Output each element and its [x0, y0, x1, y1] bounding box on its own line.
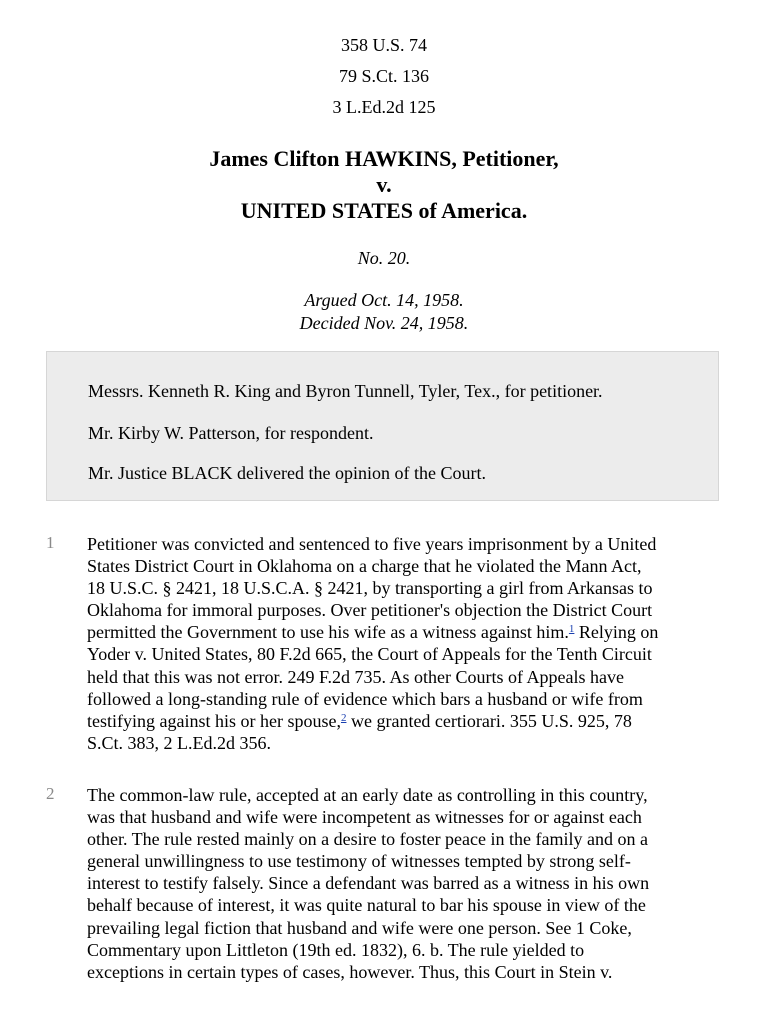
- text-line: The common-law rule, accepted at an early date as controlling in this country,: [87, 785, 648, 805]
- footnote-link-2[interactable]: 2: [340, 711, 347, 724]
- paragraph-text: [87, 533, 727, 754]
- text-segment: we granted certiorari. 355 U.S. 925, 78: [346, 710, 632, 731]
- opinion-author: Mr. Justice BLACK delivered the opinion of the Court.: [88, 463, 486, 483]
- citation-sct: 79 S.Ct. 136: [338, 66, 430, 86]
- text-line: exceptions in certain types of cases, however. Thus, this Court in Stein v.: [87, 961, 613, 982]
- text-segment: testifying against his or her spouse,: [87, 710, 341, 731]
- text-line: was that husband and wife were incompetent as witnesses for or against each: [87, 807, 642, 828]
- citation-led: 3 L.Ed.2d 125: [332, 97, 436, 117]
- case-title-respondent: UNITED STATES of America.: [240, 198, 528, 223]
- text-line: Petitioner was convicted and sentenced to five years imprisonment by a United: [87, 534, 657, 554]
- text-line: held that this was not error. 249 F.2d 735. As other Courts of Appeals have: [87, 666, 624, 687]
- text-segment: Relying on: [574, 622, 659, 643]
- argued-date: Argued Oct. 14, 1958.: [304, 290, 464, 310]
- text-line: general unwillingness to use testimony of witnesses tempted by strong self-: [87, 851, 631, 872]
- case-title-versus: v.: [376, 172, 392, 197]
- text-line: Yoder v. United States, 80 F.2d 665, the Court of Appeals for the Tenth Circuit: [87, 644, 652, 665]
- text-line: behalf because of interest, it was quite natural to bar his spouse in view of the: [87, 895, 646, 916]
- counsel-petitioner: Messrs. Kenneth R. King and Byron Tunnell, Tyler, Tex., for petitioner.: [88, 381, 603, 401]
- citation-us: 358 U.S. 74: [340, 35, 427, 55]
- paragraph-text: [87, 784, 727, 983]
- text-line: 18 U.S.C. § 2421, 18 U.S.C.A. § 2421, by transporting a girl from Arkansas to: [87, 578, 653, 599]
- text-line: followed a long-standing rule of evidence which bars a husband or wife from: [87, 688, 643, 709]
- text-line: Commentary upon Littleton (19th ed. 1832), 6. b. The rule yielded to: [87, 939, 585, 960]
- text-line: [87, 621, 727, 643]
- text-line: Oklahoma for immoral purposes. Over petitioner's objection the District Court: [87, 600, 653, 621]
- case-title-petitioner: James Clifton HAWKINS, Petitioner,: [209, 146, 559, 171]
- paragraph-number: 1: [46, 533, 55, 552]
- text-line: S.Ct. 383, 2 L.Ed.2d 356.: [87, 732, 272, 753]
- text-segment: permitted the Government to use his wife as a witness against him.: [87, 622, 569, 643]
- counsel-box: [46, 351, 719, 501]
- text-line: other. The rule rested mainly on a desire to foster peace in the family and on a: [87, 829, 648, 850]
- text-line: prevailing legal fiction that husband and wife were one person. See 1 Coke,: [87, 917, 632, 938]
- text-line: States District Court in Oklahoma on a charge that he violated the Mann Act,: [87, 556, 642, 577]
- paragraph-number: 2: [46, 784, 55, 803]
- docket-number: No. 20.: [357, 248, 411, 268]
- text-line: interest to testify falsely. Since a defendant was barred as a witness in his own: [87, 873, 650, 894]
- case-dates: [0, 289, 768, 335]
- counsel-respondent: Mr. Kirby W. Patterson, for respondent.: [88, 423, 374, 443]
- case-title: [0, 146, 768, 224]
- decided-date: Decided Nov. 24, 1958.: [299, 313, 469, 333]
- footnote-link-1[interactable]: 1: [568, 623, 575, 636]
- text-line: [87, 710, 727, 732]
